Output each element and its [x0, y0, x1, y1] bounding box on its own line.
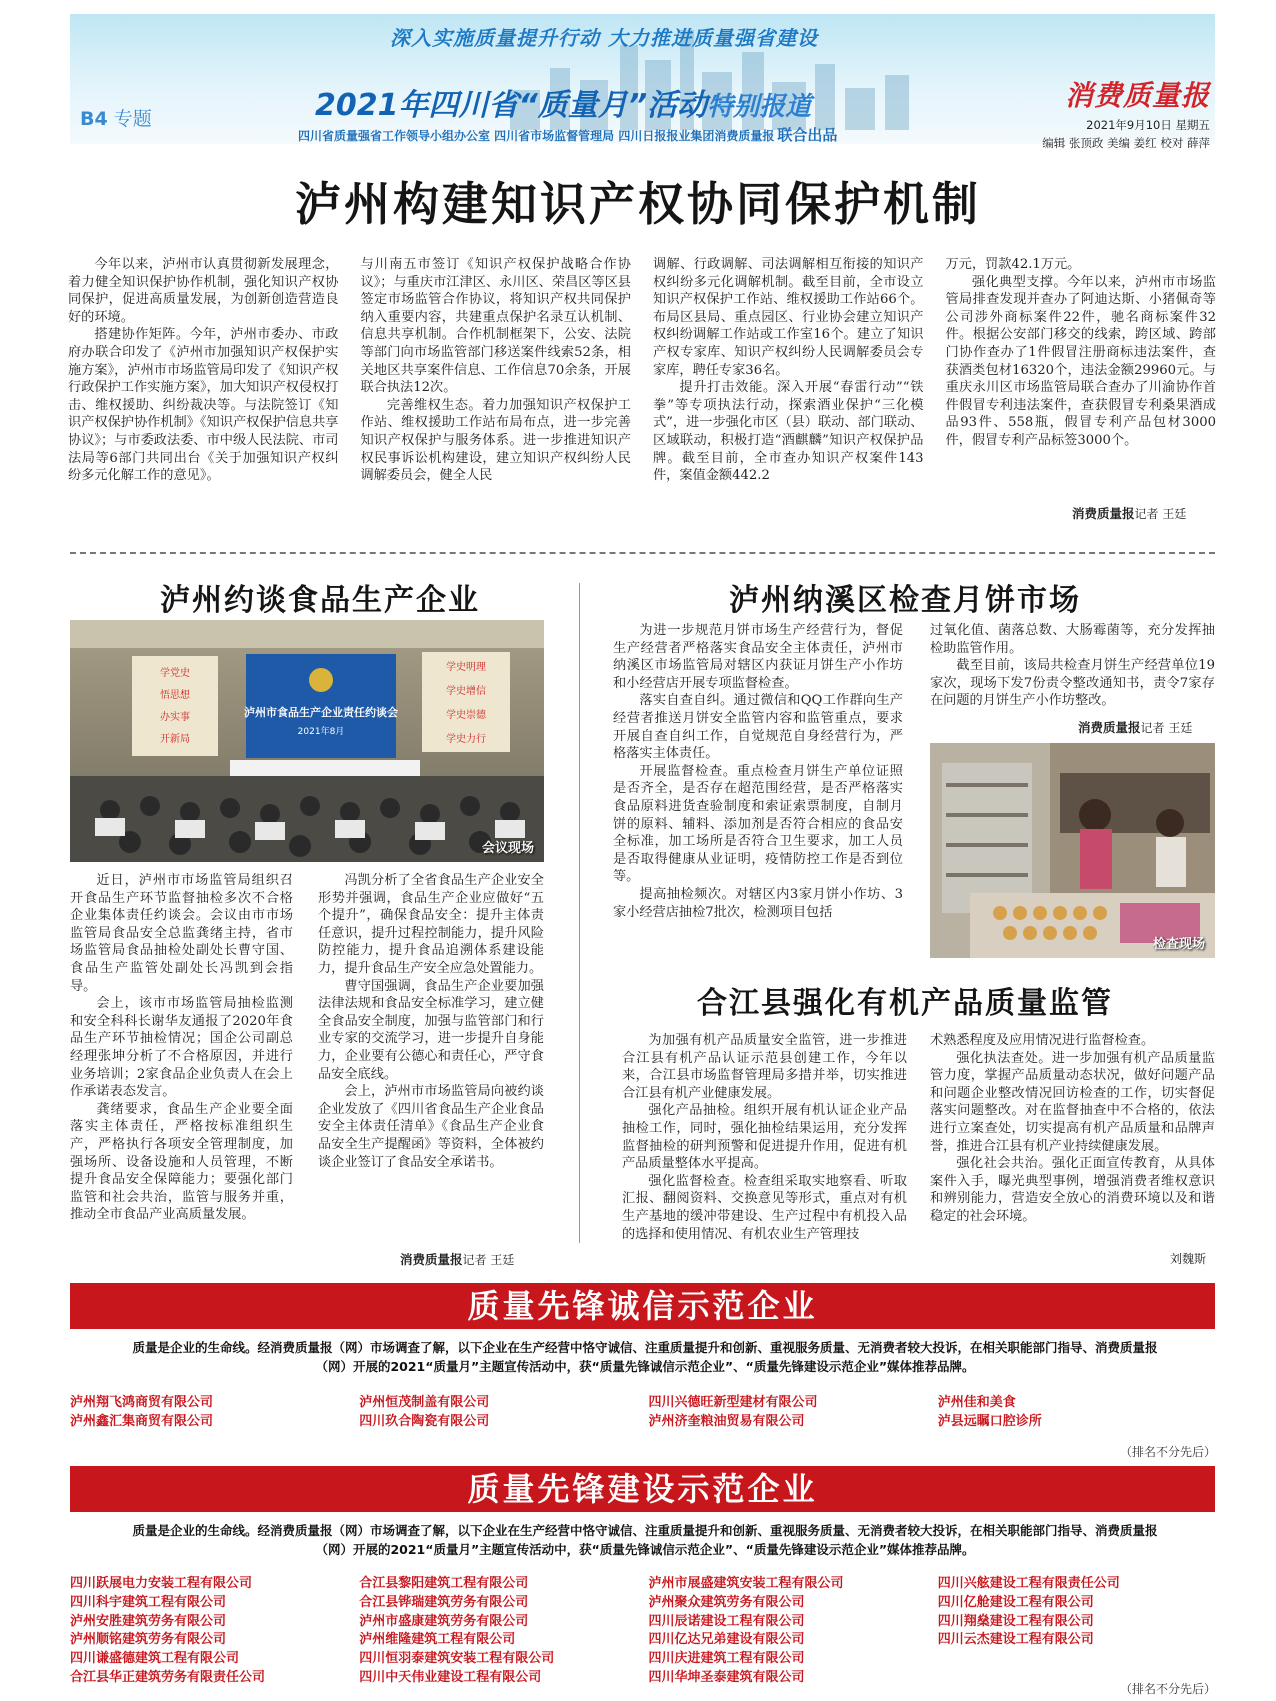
- paragraph: 会上，该市市场监管局抽检监测和安全科科长谢华友通报了2020年食品生产环节抽检情况；国企公司副总经理张坤分析了不合格原因，并进行业务培训；2家食品企业负责人在会上作承诺表态发言。: [70, 996, 293, 1100]
- paragraph: 龚绪要求，食品生产企业要全面落实主体责任，严格按标准组织生产，严格执行各项安全管理制度，加强场所、设备设施和人员管理，不断提升食品安全保障能力；要强化部门监管和社会共治，监管与服务并重，推动全市食品产业高质量发展。: [70, 1101, 293, 1223]
- page-tag: [80, 104, 152, 131]
- paragraph: 搭建协作矩阵。今年，泸州市委办、市政府办联合印发了《泸州市加强知识产权保护实施方案》，泸州市市场监管局印发了《知识产权行政保护工作实施方案》，加大知识产权侵权打击、维权援助、纠纷裁决等。与法院签订《知识产权保护协作机制》《知识产权保护信息共享协议》；与市委政法委、市中级人民法院、市司法局等6部门共同出台《关于加强知识产权纠纷多元化解工作的意见》。: [68, 327, 339, 484]
- paragraph: 为加强有机产品质量安全监管，进一步推进合江县有机产品认证示范县创建工作，今年以来，合江县市场监督管理局多措并举，切实推进合江县有机产业健康发展。: [622, 1033, 907, 1101]
- company-name: 泸州鑫汇集商贸有限公司: [70, 1413, 214, 1429]
- byline-org: 消费质量报: [400, 1252, 463, 1267]
- lead-article-body: [68, 256, 1216, 506]
- company-name: 四川科宇建筑工程有限公司: [70, 1594, 227, 1610]
- editor-credits: 编辑 张顶政 美编 姜红 校对 薛萍: [1042, 136, 1210, 150]
- paragraph: 强化社会共治。强化正面宣传教育，从具体案件入手，曝光典型事例，增强消费者维权意识和辨别能力，营造安全放心的消费环境以及和谐稳定的社会环境。: [930, 1156, 1215, 1224]
- company-name: 合江县黎阳建筑工程有限公司: [359, 1576, 529, 1591]
- wall-banner-text: 学史崇德: [446, 710, 486, 721]
- company-name: 四川恒羽泰建筑安装工程有限公司: [359, 1651, 555, 1667]
- company-name: 泸州聚众建筑劳务有限公司: [648, 1594, 805, 1610]
- company-name: 合江县铧瑞建筑劳务有限公司: [359, 1594, 529, 1610]
- company-name: 四川翔燊建设工程有限公司: [937, 1613, 1094, 1629]
- lead-headline: 泸州构建知识产权协同保护机制: [295, 177, 981, 231]
- company-name: 泸州市展盛建筑安装工程有限公司: [648, 1576, 844, 1591]
- photo-caption: 检查现场: [1152, 937, 1205, 952]
- meeting-photo: [70, 620, 544, 862]
- company-column: [70, 1575, 347, 1688]
- byline-author: 记者 王廷: [1140, 721, 1193, 735]
- mooncake-byline: [1078, 718, 1192, 736]
- ranking-note: （排名不分先后）: [1119, 1682, 1216, 1696]
- page-section: 专题: [113, 108, 152, 130]
- company-name: 泸州顺铭建筑劳务有限公司: [70, 1632, 227, 1648]
- banner-title-text: 2021年四川省“质量月”活动: [315, 88, 708, 123]
- company-name: 泸州济奎粮油贸易有限公司: [648, 1413, 805, 1429]
- company-column: [359, 1394, 636, 1432]
- company-name: 四川玖合陶瓷有限公司: [359, 1413, 490, 1429]
- mooncake-column-2: [930, 622, 1215, 710]
- ranking-note: （排名不分先后）: [1119, 1445, 1216, 1459]
- inspection-photo: [930, 743, 1215, 958]
- hejiang-column-1: [622, 1032, 907, 1243]
- byline-author: 记者 王廷: [462, 1253, 515, 1267]
- food-column-2: [318, 872, 544, 1171]
- company-name: 四川兴舷建设工程有限责任公司: [937, 1576, 1120, 1591]
- wall-banner-text: 学党史: [160, 668, 190, 679]
- construction-intro: 质量是企业的生命线。经消费质量报（网）市场调查了解，以下企业在生产经营中恪守诚信、注重质量提升和创新、重视服务质量、无消费者较大投诉，在相关职能部门指导、消费质量报（网）开展的2021“质量月”主题宣传活动中，获“质量先锋诚信示范企业”、“质量先锋建设示范企业”媒体推荐品牌。: [132, 1523, 1158, 1557]
- byline-org: 消费质量报: [1072, 506, 1135, 521]
- paragraph: 强化监督检查。检查组采取实地察看、听取汇报、翻阅资料、交换意见等形式，重点对有机生产基地的缓冲带建设、生产过程中有机投入品的选择和使用情况、有机农业生产管理技: [622, 1173, 907, 1242]
- lead-column-1: [68, 256, 339, 506]
- wall-banner-text: 学史增信: [446, 686, 486, 697]
- company-name: 泸州恒茂制盖有限公司: [359, 1395, 490, 1410]
- lead-column-4: [946, 256, 1217, 506]
- company-name: 四川中天伟业建设工程有限公司: [359, 1669, 542, 1685]
- lead-byline: [1072, 504, 1186, 522]
- wall-banner-text: 悟思想: [160, 690, 190, 701]
- byline-author: 刘魏斯: [1170, 1252, 1207, 1266]
- meeting-photo-illustration: [70, 620, 544, 862]
- company-name: 泸县远瞩口腔诊所: [937, 1413, 1042, 1429]
- paragraph: 万元，罚款42.1万元。: [945, 257, 1081, 272]
- company-name: 四川亿达兄弟建设有限公司: [648, 1632, 805, 1648]
- masthead: [1020, 74, 1210, 151]
- paragraph: 会上，泸州市市场监管局向被约谈企业发放了《四川省食品生产企业食品安全主体责任清单》《食品生产企业食品安全生产提醒函》等资料，全体被约谈企业签订了食品安全承诺书。: [318, 1084, 544, 1170]
- byline-org: 消费质量报: [1078, 720, 1141, 735]
- food-article-title: 泸州约谈食品生产企业: [160, 583, 480, 618]
- company-name: 四川云杰建设工程有限公司: [937, 1632, 1094, 1648]
- company-name: 四川亿舱建设工程有限公司: [937, 1594, 1094, 1610]
- banner-slogan: 深入实施质量提升行动 大力推进质量强省建设: [390, 26, 818, 50]
- company-name: 四川辰诺建设工程有限公司: [648, 1613, 805, 1629]
- company-column: [649, 1394, 926, 1432]
- hejiang-article-title: 合江县强化有机产品质量监管: [697, 986, 1113, 1021]
- food-byline: [400, 1250, 514, 1268]
- joint-production-label: 联合出品: [777, 126, 838, 144]
- company-column: [649, 1575, 926, 1688]
- issue-date: 2021年9月10日 星期五: [1086, 118, 1210, 132]
- paragraph: 强化执法查处。进一步加强有机产品质量监管力度，掌握产品质量动态状况，做好问题产品和问题企业整改情况回访检查的工作，切实督促落实问题整改。对在监督抽查中不合格的，依法进行立案查处，切实提高有机产品质量和品牌声誉，推进合江县有机产业持续健康发展。: [930, 1050, 1215, 1154]
- banner-title-suffix: 特别报道: [707, 92, 812, 122]
- company-name: 泸州佳和美食: [937, 1395, 1016, 1410]
- company-name: 泸州翔飞鸿商贸有限公司: [70, 1395, 214, 1410]
- lead-column-2: [361, 256, 632, 506]
- newspaper-name: 消费质量报: [1064, 79, 1210, 112]
- company-name: 泸州维隆建筑工程有限公司: [359, 1632, 516, 1648]
- wall-banner-text: 学史力行: [446, 734, 486, 745]
- inspection-photo-illustration: [930, 743, 1215, 958]
- wall-banner-text: 学史明理: [446, 662, 486, 673]
- paragraph: 术熟悉程度及应用情况进行监督检查。: [930, 1033, 1155, 1048]
- company-name: 四川谦盛德建筑工程有限公司: [70, 1651, 240, 1667]
- food-column-1: [70, 872, 293, 1224]
- company-column: [938, 1394, 1215, 1432]
- company-name: 泸州安胜建筑劳务有限公司: [70, 1613, 227, 1629]
- paragraph: 完善维权生态。着力加强知识产权保护工作站、维权援助工作站布局布点，进一步完善知识产权保护与服务体系。进一步推进知识产权民事诉讼机构建设，建立知识产权纠纷人民调解委员会，健全人民: [360, 397, 631, 484]
- paragraph: 提高抽检频次。对辖区内3家月饼小作坊、3家小经营店抽检7批次，检测项目包括: [613, 886, 903, 920]
- mooncake-column-1: [613, 622, 903, 921]
- company-name: 四川跃展电力安装工程有限公司: [70, 1576, 253, 1591]
- paragraph: 强化典型支撑。今年以来，泸州市市场监管局排查发现并查办了阿迪达斯、小猪佩奇等公司涉外商标案件22件，驰名商标案件32件。根据公安部门移交的线索，跨区域、跨部门协作查办了1件假冒注册商标违法案件，查获酒类包材16320个，违法金额29960元。与重庆永川区市场监管局联合查办了川渝协作首件假冒专利违法案件，查获假冒专利桑果酒成品93件、558瓶，假冒专利产品包材3000件，假冒专利产品标签3000个。: [945, 274, 1216, 448]
- integrity-company-list: [70, 1394, 1215, 1432]
- paragraph: 为进一步规范月饼市场生产经营行为，督促生产经营者严格落实食品安全主体责任，泸州市纳溪区市场监管局对辖区内获证月饼生产小作坊和小经营店开展专项监督检查。: [613, 623, 903, 691]
- paragraph: 与川南五市签订《知识产权保护战略合作协议》；与重庆市江津区、永川区、荣昌区等区县签定市场监管合作协议，将知识产权共同保护纳入重要内容，共建重点保护名录互认机制、信息共享机制。合作机制框架下，公安、法院等部门向市场监管部门移送案件线索52条，相关地区共享案件信息、工作信息70余条，开展联合执法12次。: [360, 257, 631, 396]
- company-column: [359, 1575, 636, 1688]
- paragraph: 今年以来，泸州市认真贯彻新发展理念，着力健全知识保护协作机制，强化知识产权协同保护，促进高质量发展，为创新创造营造良好的环境。: [68, 257, 339, 325]
- company-column: [70, 1394, 347, 1432]
- integrity-banner: 质量先锋诚信示范企业: [70, 1283, 1215, 1329]
- paragraph: 冯凯分析了全省食品生产企业安全形势并强调，食品生产企业应做好“五个提升”，确保食品安全：提升主体责任意识，提升过程控制能力，提升风险防控能力，提升食品追溯体系建设能力，提升食品生产安全应急处置能力。: [318, 873, 544, 976]
- section-divider: [70, 552, 1215, 554]
- hejiang-byline: [1170, 1250, 1206, 1267]
- company-column: [938, 1575, 1215, 1688]
- wall-banner-text: 办实事: [160, 712, 190, 723]
- mooncake-article-title: 泸州纳溪区检查月饼市场: [729, 583, 1081, 618]
- wall-banner-text: 开新局: [160, 734, 190, 745]
- screen-date: 2021年8月: [297, 727, 345, 737]
- company-name: 四川华坤圣泰建筑有限公司: [648, 1669, 805, 1685]
- paragraph: 提升打击效能。深入开展“春雷行动”“铁拳”等专项执法行动，探索酒业保护“三化模式”，进一步强化市区（县）联动、部门联动、区域联动，积极打造“酒麒麟”知识产权保护品牌。截至目前，全市查办知识产权案件143件，案值金额442.2: [653, 380, 924, 484]
- screen-title: 泸州市食品生产企业责任约谈会: [244, 706, 398, 719]
- photo-caption: 会议现场: [481, 841, 534, 856]
- company-name: 四川兴德旺新型建材有限公司: [648, 1395, 818, 1410]
- hejiang-column-2: [930, 1032, 1215, 1226]
- paragraph: 截至目前，该局共检查月饼生产经营单位19家次，现场下发7份责令整改通知书，责令7家存在问题的月饼生产小作坊整改。: [930, 658, 1215, 709]
- lead-column-3: [653, 256, 924, 506]
- construction-company-list: [70, 1575, 1215, 1688]
- banner-organizers: [298, 124, 837, 144]
- integrity-intro: 质量是企业的生命线。经消费质量报（网）市场调查了解，以下企业在生产经营中恪守诚信、注重质量提升和创新、重视服务质量、无消费者较大投诉，在相关职能部门指导、消费质量报（网）开展的2021“质量月”主题宣传活动中，获“质量先锋诚信示范企业”、“质量先锋建设示范企业”媒体推荐品牌。: [132, 1340, 1158, 1374]
- column-divider: [579, 583, 580, 1243]
- byline-author: 记者 王廷: [1134, 507, 1187, 521]
- banner-main-title: [315, 80, 811, 124]
- paragraph: 曹守国强调，食品生产企业要加强法律法规和食品安全标准学习，建立健全食品安全制度，加强与监管部门和行业专家的交流学习，进一步提升自身能力，企业要有公德心和责任心，严守食品安全底线。: [318, 978, 544, 1082]
- page-number: B4: [80, 108, 108, 130]
- paragraph: 过氧化值、菌落总数、大肠霉菌等，充分发挥抽检助监管作用。: [930, 623, 1215, 656]
- paragraph: 强化产品抽检。组织开展有机认证企业产品抽检工作，同时，强化抽检结果运用，充分发挥监督抽检的研判预警和促进提升作用，促进有机产品质量整体水平提高。: [622, 1103, 907, 1172]
- company-name: 合江县华正建筑劳务有限责任公司: [70, 1669, 266, 1685]
- company-name: 四川庆进建筑工程有限公司: [648, 1651, 805, 1667]
- construction-banner: 质量先锋建设示范企业: [70, 1466, 1215, 1512]
- organizer-list: 四川省质量强省工作领导小组办公室 四川省市场监督管理局 四川日报报业集团消费质量报: [298, 129, 775, 143]
- paragraph: 调解、行政调解、司法调解相互衔接的知识产权纠纷多元化调解机制。截至目前，全市设立知识产权保护工作站、维权援助工作站66个。布局区县局、重点园区、行业协会建立知识产权纠纷调解工作站或工作室16个。建立了知识产权专家库、知识产权纠纷人民调解委员会专家库，聘任专家36名。: [653, 257, 924, 378]
- company-name: 泸州市盛康建筑劳务有限公司: [359, 1613, 529, 1629]
- paragraph: 近日，泸州市市场监管局组织召开食品生产环节监督抽检多次不合格企业集体责任约谈会。会议由市市场监管局食品安全总监龚绪主持，省市场监管局食品抽检处副处长曹守国、食品生产监管处副处长冯凯到会指导。: [70, 873, 293, 994]
- paragraph: 开展监督检查。重点检查月饼生产单位证照是否齐全，是否存在超范围经营，是否严格落实食品原料进货查验制度和索证索票制度，自制月饼的原料、辅料、添加剂是否符合相应的食品安全标准，加工场所是否符合卫生要求，加工人员是否取得健康从业证明，疫情防控工作是否到位等。: [613, 763, 903, 885]
- paragraph: 落实自查自纠。通过微信和QQ工作群向生产经营者推送月饼安全监管内容和监管重点，要求开展自查自纠工作，自觉规范自身经营行为，严格落实主体责任。: [613, 693, 903, 762]
